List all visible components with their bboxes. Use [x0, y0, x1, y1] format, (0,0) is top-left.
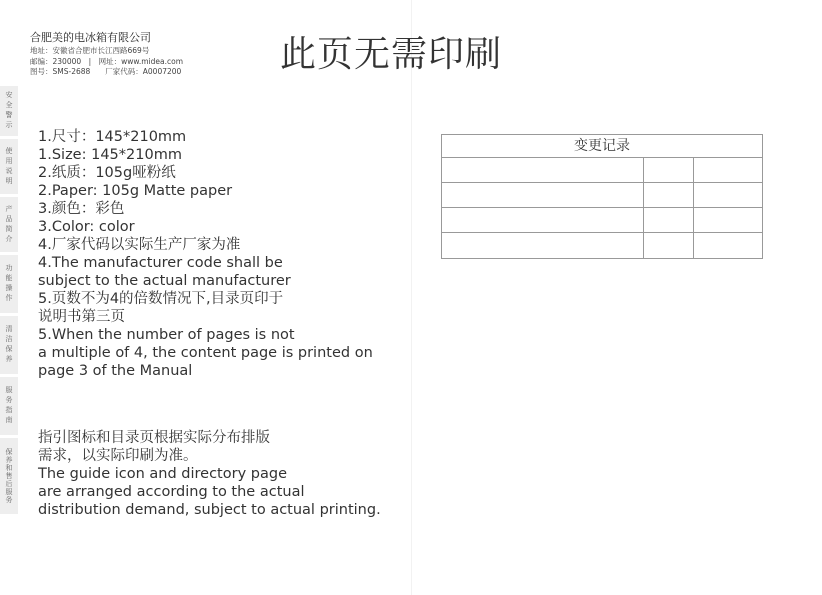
print-specs — [38, 128, 373, 380]
company-info — [30, 31, 183, 78]
side-tab-service[interactable]: 服务指南 — [0, 377, 18, 435]
side-tab-intro[interactable]: 产品简介 — [0, 197, 18, 252]
side-tab-operation[interactable]: 功能操作 — [0, 255, 18, 313]
spec-line: 5.页数不为4的倍数情况下,目录页印于 — [38, 291, 284, 307]
spec-line: page 3 of the Manual — [38, 363, 193, 379]
spec-line: 2.Paper: 105g Matte paper — [38, 183, 233, 199]
company-postal-website: 邮编：230000 | 网址：www.midea.com — [30, 56, 184, 66]
table-column-divider — [693, 157, 694, 258]
spec-line: 4.The manufacturer code shall be — [38, 255, 283, 271]
page-title: 此页无需印刷 — [280, 34, 503, 75]
spec-line: 3.Color: color — [38, 219, 135, 235]
spec-line: 4.厂家代码以实际生产厂家为准 — [38, 237, 241, 253]
table-column-divider — [643, 157, 644, 258]
spec-line: subject to the actual manufacturer — [38, 273, 291, 289]
note-line: 需求，以实际印刷为准。 — [38, 448, 198, 464]
company-address: 地址：安徽省合肥市长江西路669号 — [30, 46, 150, 55]
side-tab-aftersales[interactable]: 保养和售后服务 — [0, 438, 18, 514]
company-drawing-code: 图号：SMS-2688 厂家代码：A0007200 — [30, 67, 182, 76]
table-row — [442, 233, 762, 259]
table-row — [442, 158, 762, 183]
company-name: 合肥美的电冰箱有限公司 — [30, 31, 151, 44]
side-tab-cleaning[interactable]: 清洁保养 — [0, 316, 18, 374]
spec-line: a multiple of 4, the content page is printed on — [38, 345, 373, 361]
spec-line: 说明书第三页 — [38, 309, 125, 325]
spec-line: 5.When the number of pages is not — [38, 327, 295, 343]
note-line: The guide icon and directory page — [38, 466, 287, 482]
spec-line: 1.尺寸：145*210mm — [38, 129, 187, 145]
side-tab-strip — [0, 86, 18, 517]
spec-line: 2.纸质：105g哑粉纸 — [38, 165, 176, 181]
spec-line: 1.Size: 145*210mm — [38, 147, 182, 163]
note-line: 指引图标和目录页根据实际分布排版 — [38, 430, 270, 446]
layout-notes — [38, 429, 381, 519]
note-line: are arranged according to the actual — [38, 484, 305, 500]
change-record-title: 变更记录 — [442, 135, 762, 158]
note-line: distribution demand, subject to actual printing. — [38, 502, 381, 518]
change-record-table — [441, 134, 763, 259]
table-row — [442, 183, 762, 208]
side-tab-safety[interactable]: 安全警示 — [0, 86, 18, 136]
table-row — [442, 208, 762, 233]
page-fold-line — [411, 0, 412, 595]
side-tab-usage[interactable]: 使用说明 — [0, 139, 18, 194]
spec-line: 3.颜色：彩色 — [38, 201, 125, 217]
